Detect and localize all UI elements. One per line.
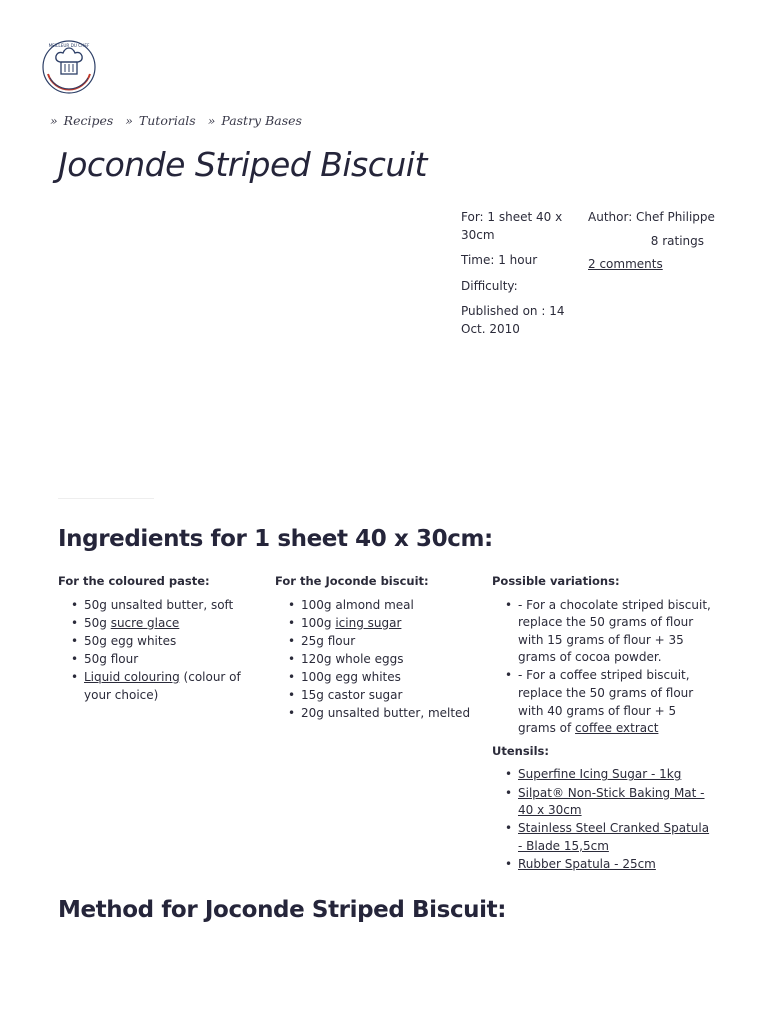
breadcrumb bbox=[50, 113, 310, 128]
list-item: • 50g egg whites bbox=[84, 633, 263, 651]
breadcrumb-tutorials[interactable]: Tutorials bbox=[138, 113, 196, 128]
list-item: • 50g unsalted butter, soft bbox=[84, 597, 263, 615]
ingredient-link[interactable]: icing sugar bbox=[335, 615, 402, 630]
ingredients-title: Ingredients for 1 sheet 40 x 30cm: bbox=[58, 526, 493, 552]
utensil-link[interactable]: Stainless Steel Cranked Spatula - Blade 15,5cm bbox=[518, 821, 710, 853]
coloured-paste-heading: For the coloured paste: bbox=[58, 574, 210, 588]
list-item: • - For a chocolate striped biscuit, replace the 50 grams of flour with 15 grams of flour + 35 grams of cocoa powder. bbox=[518, 597, 712, 667]
variations-column bbox=[492, 573, 712, 874]
brand-logo[interactable] bbox=[40, 38, 98, 96]
utensil-item bbox=[518, 820, 712, 855]
utensil-item bbox=[518, 785, 712, 820]
recipe-meta bbox=[461, 209, 585, 346]
page-title: Joconde Striped Biscuit bbox=[58, 145, 427, 184]
joconde-biscuit-column bbox=[275, 573, 480, 723]
coloured-paste-list bbox=[58, 597, 263, 705]
ingredient-link[interactable]: coffee extract bbox=[575, 721, 659, 736]
joconde-biscuit-list bbox=[275, 597, 480, 723]
utensil-item bbox=[518, 856, 712, 874]
coloured-paste-column bbox=[58, 573, 263, 705]
list-item: • - For a coffee striped biscuit, replace the 50 grams of flour with 40 grams of flour + 5 grams of coffee extract bbox=[518, 667, 712, 737]
utensil-link[interactable]: Rubber Spatula - 25cm bbox=[518, 856, 656, 871]
list-item: • 50g sucre glace bbox=[84, 615, 263, 633]
meta-time: Time: 1 hour bbox=[461, 253, 538, 267]
recipe-image[interactable] bbox=[58, 205, 442, 497]
variations-list bbox=[492, 597, 712, 738]
comments-link[interactable]: 2 comments bbox=[588, 257, 663, 271]
breadcrumb-recipes[interactable]: Recipes bbox=[63, 113, 114, 128]
list-item: • 100g icing sugar bbox=[301, 615, 480, 633]
ingredient-link[interactable]: sucre glace bbox=[110, 615, 180, 630]
meta-author: Author: Chef Philippe bbox=[588, 210, 715, 224]
list-item: • Liquid colouring (colour of your choice) bbox=[84, 669, 263, 704]
meta-difficulty: Difficulty: bbox=[461, 278, 518, 293]
utensil-item bbox=[518, 766, 712, 784]
list-item: • 100g egg whites bbox=[301, 669, 480, 687]
utensils-list bbox=[492, 766, 712, 873]
list-item: • 15g castor sugar bbox=[301, 687, 480, 705]
list-item: • 120g whole eggs bbox=[301, 651, 480, 669]
svg-text:MEILLEUR DU CHEF: MEILLEUR DU CHEF bbox=[48, 43, 90, 48]
joconde-biscuit-heading: For the Joconde biscuit: bbox=[275, 574, 429, 588]
variations-heading: Possible variations: bbox=[492, 574, 620, 588]
breadcrumb-separator: » bbox=[207, 113, 216, 128]
utensil-link[interactable]: Silpat® Non-Stick Baking Mat - 40 x 30cm bbox=[518, 785, 705, 818]
breadcrumb-separator: » bbox=[125, 113, 133, 128]
ingredient-link[interactable]: Liquid colouring bbox=[84, 669, 180, 684]
breadcrumb-separator: » bbox=[50, 113, 58, 128]
utensil-link[interactable]: Superfine Icing Sugar - 1kg bbox=[518, 767, 682, 782]
method-title: Method for Joconde Striped Biscuit: bbox=[58, 897, 507, 923]
list-item: • 100g almond meal bbox=[301, 597, 480, 615]
recipe-author-box bbox=[588, 209, 718, 274]
list-item: • 25g flour bbox=[301, 633, 480, 651]
breadcrumb-pastry-bases[interactable]: Pastry Bases bbox=[221, 113, 302, 128]
utensils-heading: Utensils: bbox=[492, 743, 549, 758]
meta-yield: For: 1 sheet 40 x 30cm bbox=[461, 210, 563, 242]
list-item: • 20g unsalted butter, melted bbox=[301, 705, 480, 723]
meta-published: Published on : 14 Oct. 2010 bbox=[461, 304, 565, 336]
list-item: • 50g flour bbox=[84, 651, 263, 669]
image-divider bbox=[58, 498, 154, 499]
ratings-count[interactable]: 8 ratings bbox=[650, 233, 704, 248]
